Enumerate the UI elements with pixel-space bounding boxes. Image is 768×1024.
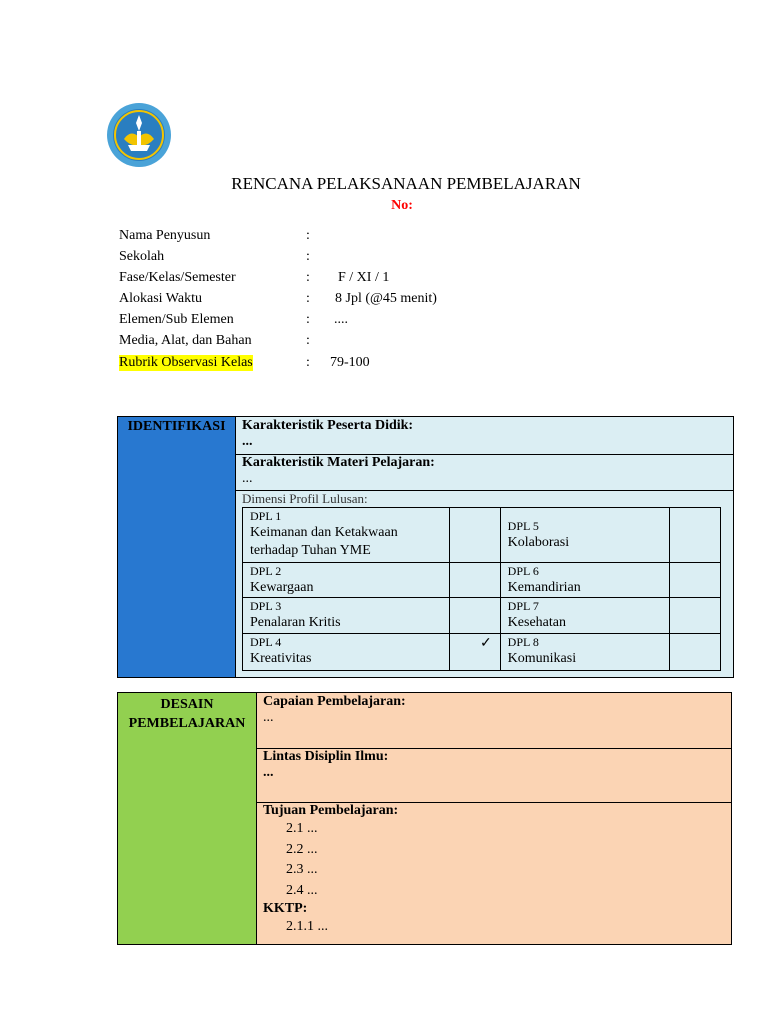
check-mark-icon: ✓ [450,633,501,671]
dpl-cell: DPL 2 Kewargaan [243,562,450,597]
dpl-cell: DPL 8 Komunikasi [500,633,670,671]
peserta-didik-label: Karakteristik Peserta Didik: [242,418,414,433]
kktp-label: KKTP: [263,901,308,916]
desain-table [117,692,732,945]
dpl-checkbox [670,562,721,597]
meta-label-highlighted: Rubrik Observasi Kelas [119,355,253,370]
materi-pelajaran-cell [236,455,733,491]
identifikasi-heading-cell [118,417,236,677]
dpl-cell: DPL 3 Penalaran Kritis [243,598,450,633]
lintas-disiplin-value: ... [263,765,274,780]
document-title: RENCANA PELAKSANAAN PEMBELAJARAN [231,174,581,193]
dpl-table [242,507,721,671]
meta-value: 8 Jpl (@45 menit) [335,291,437,306]
desain-heading: DESAIN PEMBELAJARAN [128,697,246,731]
meta-value: F / XI / 1 [338,270,390,285]
tujuan-item: 2.2 ... [286,841,318,857]
meta-label: Nama Penyusun [119,228,211,243]
materi-pelajaran-value: ... [242,471,253,486]
document-number: No: [391,198,413,213]
dpl-checkbox [670,508,721,563]
dimensi-profil-label: Dimensi Profil Lulusan: [242,491,368,506]
kktp-item: 2.1.1 ... [286,919,328,934]
desain-heading-cell [118,693,257,944]
meta-value: .... [334,312,348,327]
identifikasi-heading: IDENTIFIKASI [127,419,226,434]
dpl-cell: DPL 5 Kolaborasi [500,508,670,563]
meta-label: Alokasi Waktu [119,291,202,306]
dpl-cell: DPL 1 Keimanan dan Ketakwaan terhadap Tuhan YME [243,508,450,563]
tujuan-item: 2.1 ... [286,821,318,836]
tujuan-cell [257,803,731,944]
tut-wuri-handayani-logo [106,101,172,169]
tujuan-item: 2.3 ... [286,862,318,877]
dpl-checkbox [450,508,501,563]
capaian-label: Capaian Pembelajaran: [263,694,406,709]
desain-content [257,693,731,944]
identifikasi-content [236,417,733,677]
peserta-didik-value: ... [242,434,253,449]
meta-label: Fase/Kelas/Semester [119,270,236,285]
tujuan-label: Tujuan Pembelajaran: [263,803,399,818]
dpl-cell: DPL 4 Kreativitas [243,633,450,671]
dpl-checkbox [450,562,501,597]
lintas-disiplin-label: Lintas Disiplin Ilmu: [263,749,389,764]
meta-value: 79-100 [330,355,370,370]
dpl-checkbox [670,633,721,671]
capaian-value: ... [263,710,274,725]
capaian-cell [257,693,731,749]
dpl-cell: DPL 7 Kesehatan [500,598,670,633]
lintas-disiplin-cell [257,749,731,803]
materi-pelajaran-label: Karakteristik Materi Pelajaran: [242,455,435,470]
meta-label: Elemen/Sub Elemen [119,312,234,327]
meta-label: Media, Alat, dan Bahan [119,333,252,348]
identifikasi-table [117,416,734,678]
dpl-checkbox [450,598,501,633]
meta-label: Sekolah [119,249,165,264]
peserta-didik-cell [236,417,733,455]
tujuan-item: 2.4 ... [286,882,318,898]
dpl-cell: DPL 6 Kemandirian [500,562,670,597]
dpl-checkbox [670,598,721,633]
